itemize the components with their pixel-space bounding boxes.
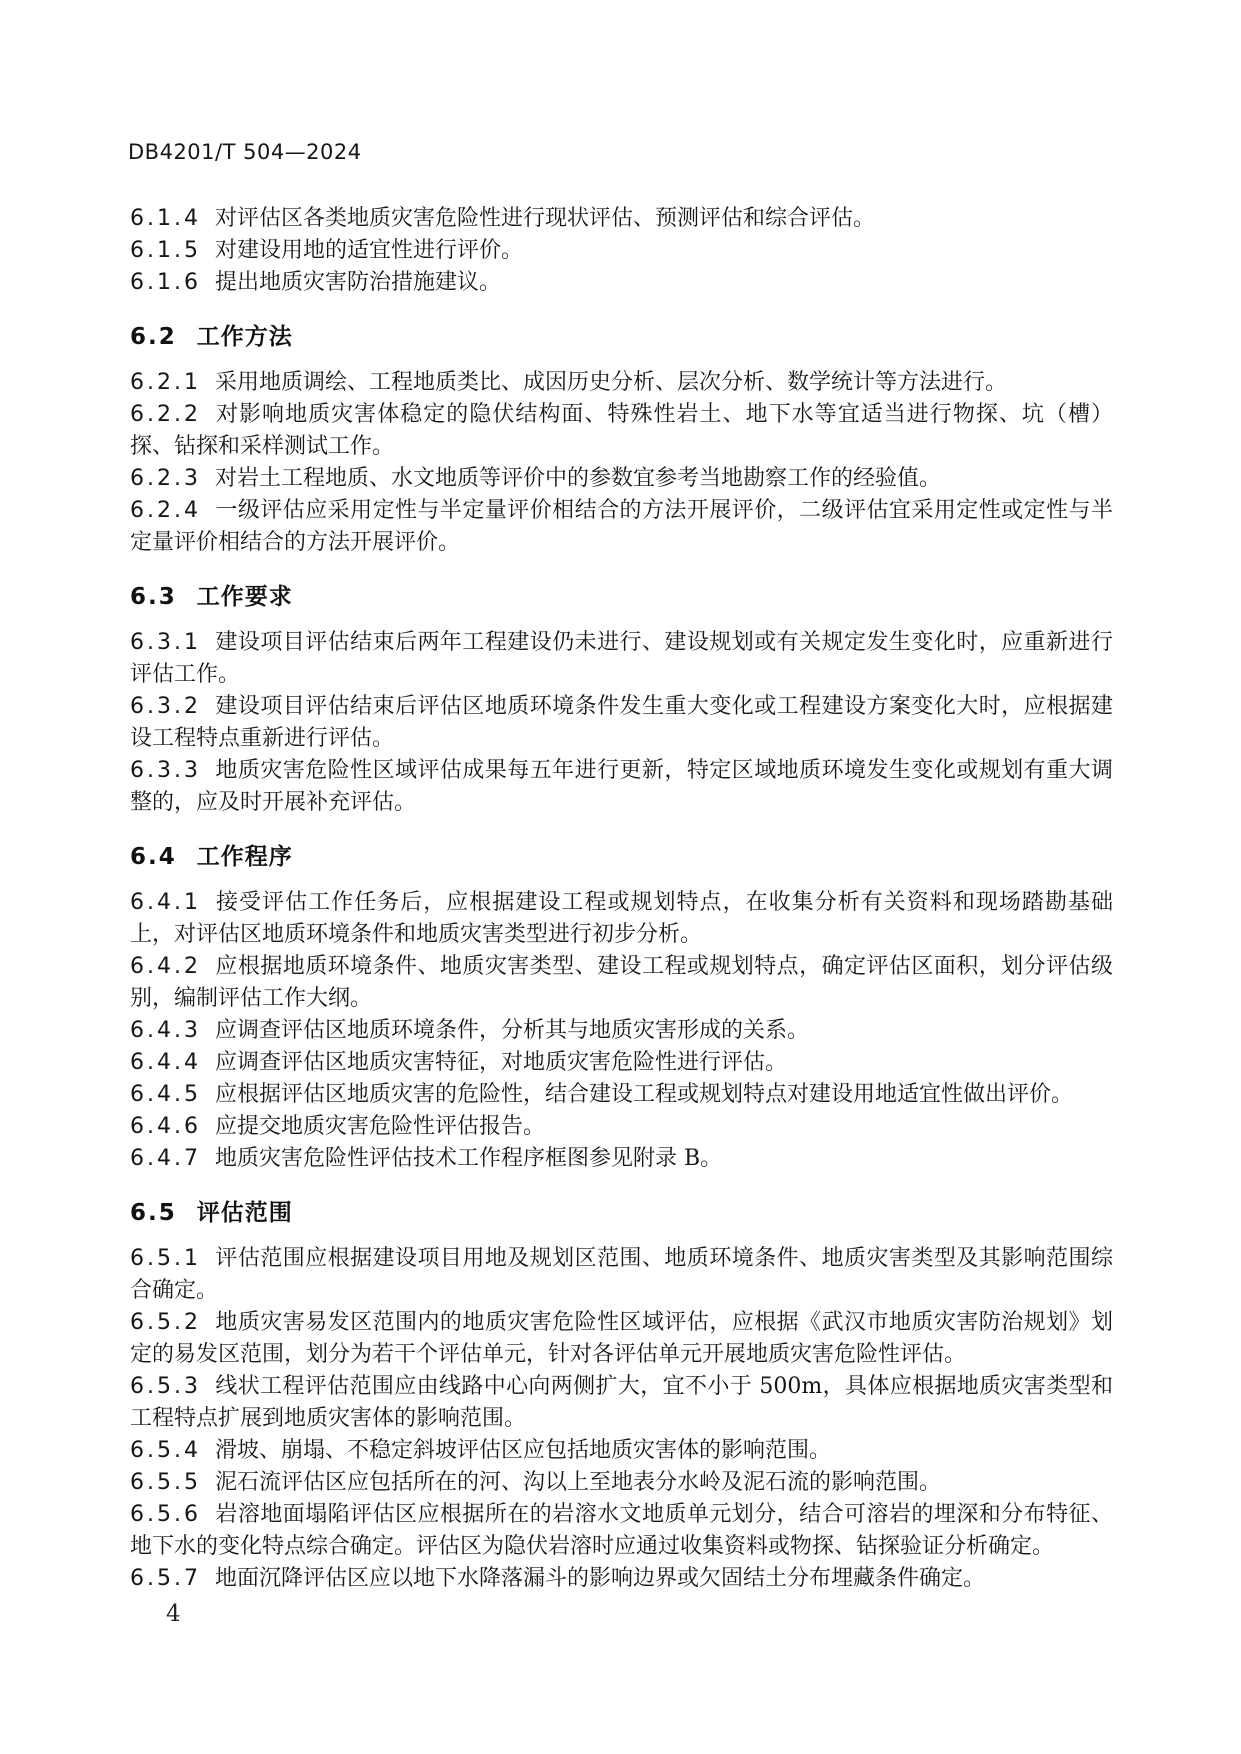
clause-text: 应根据评估区地质灾害的危险性，结合建设工程或规划特点对建设用地适宜性做出评价。 <box>214 1082 1073 1107</box>
clause-number: 6.5.6 <box>130 1502 201 1527</box>
clause-text: 建设项目评估结束后评估区地质环境条件发生重大变化或工程建设方案变化大时，应根据建设工程特点重新进行评估。 <box>130 694 1113 751</box>
clause-number: 6.4.1 <box>130 890 201 915</box>
clause-6-3-1 <box>130 627 1113 691</box>
clause-text: 泥石流评估区应包括所在的河、沟以上至地表分水岭及泥石流的影响范围。 <box>214 1470 941 1495</box>
section-heading-6-3 <box>130 581 1113 613</box>
heading-title: 工作程序 <box>196 844 293 870</box>
clause-6-4-1 <box>130 887 1113 951</box>
heading-number: 6.4 <box>130 844 177 870</box>
heading-title: 工作要求 <box>196 584 293 610</box>
clause-number: 6.4.2 <box>130 954 201 979</box>
clause-text: 应根据地质环境条件、地质灾害类型、建设工程或规划特点，确定评估区面积，划分评估级别，编制评估工作大纲。 <box>130 954 1113 1011</box>
clause-text: 应提交地质灾害危险性评估报告。 <box>214 1114 545 1139</box>
clause-number: 6.2.3 <box>130 466 201 491</box>
clause-6-1-6 <box>130 267 1113 299</box>
clause-text: 对岩土工程地质、水文地质等评价中的参数宜参考当地勘察工作的经验值。 <box>214 466 941 491</box>
clause-text: 一级评估应采用定性与半定量评价相结合的方法开展评价，二级评估宜采用定性或定性与半定量评价相结合的方法开展评价。 <box>130 498 1113 555</box>
heading-title: 评估范围 <box>196 1200 293 1226</box>
clause-text: 采用地质调绘、工程地质类比、成因历史分析、层次分析、数学统计等方法进行。 <box>214 370 1007 395</box>
clause-text: 线状工程评估范围应由线路中心向两侧扩大，宜不小于 500m，具体应根据地质灾害类型和工程特点扩展到地质灾害体的影响范围。 <box>130 1374 1113 1431</box>
clause-6-4-5 <box>130 1079 1113 1111</box>
clause-6-3-3 <box>130 755 1113 819</box>
clause-6-3-2 <box>130 691 1113 755</box>
document-body <box>130 203 1113 1595</box>
section-heading-6-5 <box>130 1197 1113 1229</box>
clause-text: 接受评估工作任务后，应根据建设工程或规划特点，在收集分析有关资料和现场踏勘基础上，对评估区地质环境条件和地质灾害类型进行初步分析。 <box>130 890 1113 947</box>
clause-text: 评估范围应根据建设项目用地及规划区范围、地质环境条件、地质灾害类型及其影响范围综合确定。 <box>130 1246 1113 1303</box>
clause-number: 6.1.5 <box>130 238 201 263</box>
clause-6-4-2 <box>130 951 1113 1015</box>
clause-number: 6.2.1 <box>130 370 201 395</box>
clause-6-4-7 <box>130 1143 1113 1175</box>
clause-number: 6.3.2 <box>130 694 201 719</box>
clause-number: 6.3.3 <box>130 758 201 783</box>
clause-text: 建设项目评估结束后两年工程建设仍未进行、建设规划或有关规定发生变化时，应重新进行评估工作。 <box>130 630 1113 687</box>
clause-number: 6.5.7 <box>130 1566 201 1591</box>
heading-number: 6.3 <box>130 584 177 610</box>
clause-text: 应调查评估区地质灾害特征，对地质灾害危险性进行评估。 <box>214 1050 787 1075</box>
clause-6-1-5 <box>130 235 1113 267</box>
clause-text: 岩溶地面塌陷评估区应根据所在的岩溶水文地质单元划分，结合可溶岩的埋深和分布特征、地下水的变化特点综合确定。评估区为隐伏岩溶时应通过收集资料或物探、钻探验证分析确定。 <box>130 1502 1113 1559</box>
clause-6-1-4 <box>130 203 1113 235</box>
clause-number: 6.5.5 <box>130 1470 201 1495</box>
clause-6-2-2 <box>130 399 1113 463</box>
clause-text: 滑坡、崩塌、不稳定斜坡评估区应包括地质灾害体的影响范围。 <box>214 1438 831 1463</box>
clause-6-5-7 <box>130 1563 1113 1595</box>
clause-6-4-4 <box>130 1047 1113 1079</box>
clause-number: 6.3.1 <box>130 630 201 655</box>
clause-6-5-6 <box>130 1499 1113 1563</box>
heading-number: 6.5 <box>130 1200 177 1226</box>
clause-6-5-1 <box>130 1243 1113 1307</box>
clause-6-5-4 <box>130 1435 1113 1467</box>
clause-number: 6.1.6 <box>130 270 201 295</box>
clause-number: 6.2.2 <box>130 402 201 427</box>
clause-text: 提出地质灾害防治措施建议。 <box>214 270 501 295</box>
clause-number: 6.4.7 <box>130 1146 201 1171</box>
clause-6-5-2 <box>130 1307 1113 1371</box>
heading-number: 6.2 <box>130 324 177 350</box>
clause-text: 地质灾害易发区范围内的地质灾害危险性区域评估，应根据《武汉市地质灾害防治规划》划定的易发区范围，划分为若干个评估单元，针对各评估单元开展地质灾害危险性评估。 <box>130 1310 1113 1367</box>
clause-text: 对建设用地的适宜性进行评价。 <box>214 238 523 263</box>
clause-text: 对评估区各类地质灾害危险性进行现状评估、预测评估和综合评估。 <box>214 206 875 231</box>
document-code: DB4201/T 504—2024 <box>128 140 362 164</box>
section-heading-6-2 <box>130 321 1113 353</box>
page-number: 4 <box>166 1601 181 1627</box>
clause-6-2-3 <box>130 463 1113 495</box>
clause-number: 6.5.2 <box>130 1310 201 1335</box>
clause-number: 6.4.6 <box>130 1114 201 1139</box>
clause-number: 6.4.5 <box>130 1082 201 1107</box>
clause-6-5-5 <box>130 1467 1113 1499</box>
clause-text: 对影响地质灾害体稳定的隐伏结构面、特殊性岩土、地下水等宜适当进行物探、坑（槽）探、钻探和采样测试工作。 <box>130 402 1113 459</box>
clause-text: 应调查评估区地质环境条件，分析其与地质灾害形成的关系。 <box>214 1018 809 1043</box>
clause-number: 6.5.1 <box>130 1246 201 1271</box>
clause-text: 地质灾害危险性评估技术工作程序框图参见附录 B。 <box>214 1146 723 1171</box>
clause-text: 地面沉降评估区应以地下水降落漏斗的影响边界或欠固结土分布埋藏条件确定。 <box>214 1566 985 1591</box>
clause-6-5-3 <box>130 1371 1113 1435</box>
section-heading-6-4 <box>130 841 1113 873</box>
heading-title: 工作方法 <box>196 324 293 350</box>
clause-6-4-3 <box>130 1015 1113 1047</box>
clause-number: 6.1.4 <box>130 206 201 231</box>
clause-number: 6.4.4 <box>130 1050 201 1075</box>
clause-number: 6.5.3 <box>130 1374 201 1399</box>
clause-6-4-6 <box>130 1111 1113 1143</box>
clause-6-2-4 <box>130 495 1113 559</box>
clause-6-2-1 <box>130 367 1113 399</box>
clause-number: 6.2.4 <box>130 498 201 523</box>
clause-text: 地质灾害危险性区域评估成果每五年进行更新，特定区域地质环境发生变化或规划有重大调整的，应及时开展补充评估。 <box>130 758 1113 815</box>
clause-number: 6.4.3 <box>130 1018 201 1043</box>
clause-number: 6.5.4 <box>130 1438 201 1463</box>
